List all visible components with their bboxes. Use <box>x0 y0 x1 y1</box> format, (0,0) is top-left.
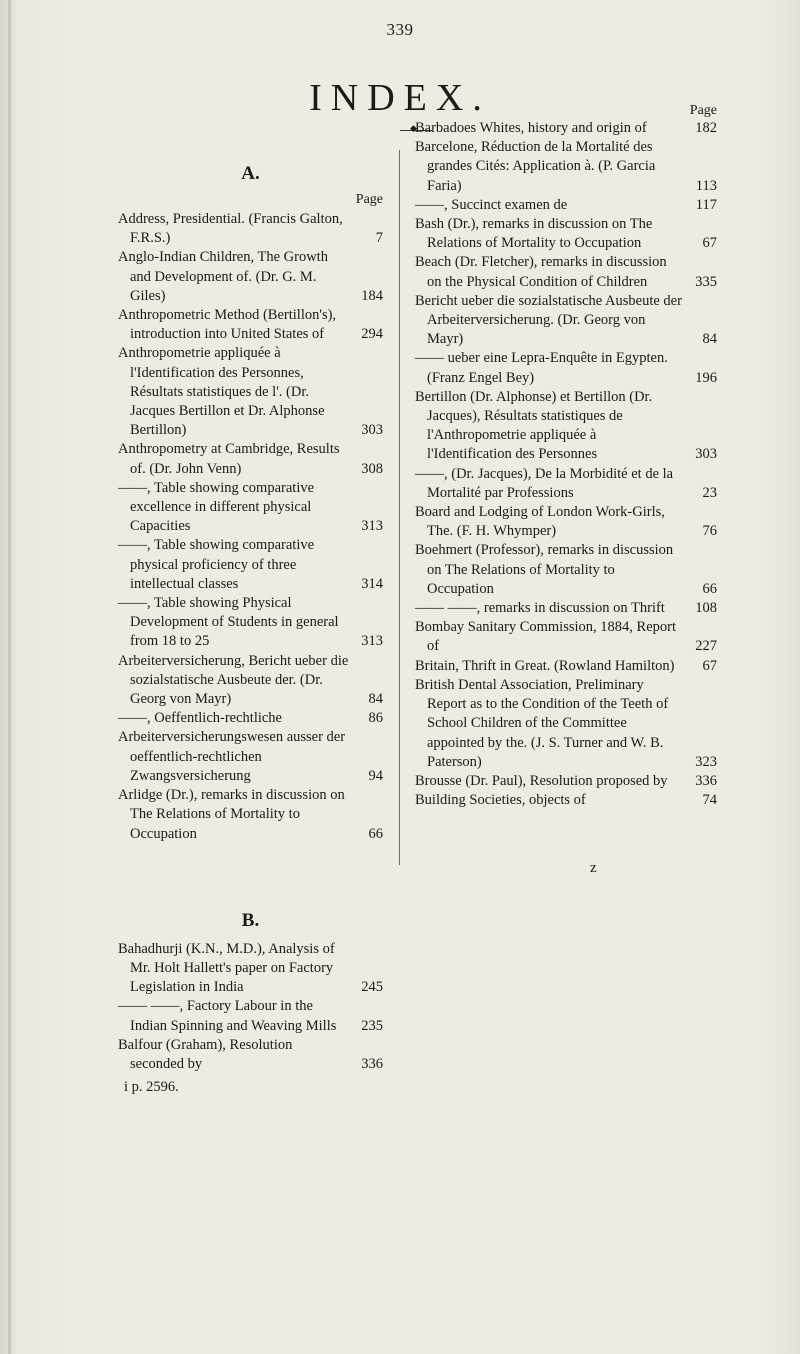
index-entry-page: 94 <box>368 767 383 784</box>
page-column-label: Page <box>355 192 383 207</box>
index-entry-page: 314 <box>361 575 383 592</box>
index-entry-page: 113 <box>695 177 717 194</box>
index-entry-text: British Dental Association, Preliminary Report as to the Condition of the Teeth of School Children of the Committee appointed by the. (J. S. Turner and W. B. Paterson) <box>415 676 669 770</box>
index-entry-text: ——, Table showing comparative excellence in different physical Capacities <box>118 479 315 535</box>
index-entry-text: Boehmert (Professor), remarks in discussion on The Relations of Mortality to Occupation <box>415 542 674 597</box>
index-entry-page: 182 <box>695 120 717 136</box>
index-entry-text: ——, Oeffentlich-rechtliche <box>118 710 282 727</box>
index-entry-text: Barbadoes Whites, history and origin of <box>415 120 647 136</box>
index-entry-page: 108 <box>695 600 717 617</box>
signature-mark: z <box>590 860 597 876</box>
index-entry-text: ——, Table showing comparative physical proficiency of three intellectual classes <box>118 537 315 592</box>
index-entry <box>118 940 383 998</box>
index-entry-text: Anthropometry at Cambridge, Results of. (Dr. John Venn) <box>118 441 340 477</box>
index-entry <box>415 215 717 253</box>
section-b-continued-entries <box>415 119 717 810</box>
index-entry-page: 245 <box>361 979 383 996</box>
index-entry-text: Brousse (Dr. Paul), Resolution proposed by <box>415 772 668 789</box>
right-column <box>415 104 717 810</box>
page-title: INDEX. <box>309 77 491 119</box>
section-b-entries <box>118 940 383 1074</box>
section-letter-b: B. <box>241 909 260 931</box>
index-entry-text: Bombay Sanitary Commission, 1884, Report of <box>415 619 676 655</box>
index-entry-text: Balfour (Graham), Resolution seconded by <box>118 1036 293 1072</box>
index-entry-page: 227 <box>695 638 717 655</box>
index-entry-text: Barcelone, Réduction de la Mortalité des grandes Cités: Application à. (P. Garcia Faria) <box>415 139 656 194</box>
section-letter-a: A. <box>241 163 260 184</box>
index-entry-page: 294 <box>361 326 383 343</box>
index-entry-page: 313 <box>361 633 383 650</box>
index-entry <box>415 772 717 791</box>
index-entry <box>118 1036 383 1074</box>
index-entry-page: 235 <box>361 1017 383 1034</box>
index-entry-text: —— ueber eine Lepra-Enquête in Egypten. (Franz Engel Bey) <box>415 350 668 386</box>
index-entry <box>118 210 383 248</box>
index-entry-text: ——, (Dr. Jacques), De la Morbidité et de la Mortalité par Professions <box>415 465 674 501</box>
index-entry <box>415 503 717 541</box>
index-entry-text: Building Societies, objects of <box>415 792 586 809</box>
index-entry-page: 84 <box>368 691 383 708</box>
index-entry <box>118 306 383 344</box>
index-entry <box>415 349 717 387</box>
index-entry <box>118 536 383 594</box>
index-entry-page: 76 <box>702 523 717 540</box>
index-entry <box>118 652 383 710</box>
index-entry-text: Bahadhurji (K.N., M.D.), Analysis of Mr. Holt Hallett's paper on Factory Legislation in India <box>118 940 335 996</box>
index-entry-page: 23 <box>702 484 717 501</box>
index-entry <box>415 138 717 196</box>
index-entry-page: 66 <box>368 825 383 842</box>
index-entry-page: 196 <box>695 369 717 386</box>
index-entry <box>415 292 717 350</box>
column-divider <box>399 150 400 865</box>
index-entry-page: 303 <box>695 446 717 463</box>
index-entry-text: Anthropometrie appliquée à l'Identification des Personnes, Résultats statistiques de l'. (Dr. Jacques Bertillon et Dr. Alphonse Bertillon) <box>118 345 325 439</box>
index-entry-text: Board and Lodging of London Work-Girls, The. (F. H. Whymper) <box>415 504 665 540</box>
index-entry <box>118 728 383 786</box>
index-entry <box>118 786 383 844</box>
index-entry-page: 84 <box>702 331 717 348</box>
index-entry-text: Anglo-Indian Children, The Growth and Development of. (Dr. G. M. Giles) <box>118 249 328 304</box>
index-entry <box>118 248 383 306</box>
index-entry-text: Arlidge (Dr.), remarks in discussion on The Relations of Mortality to Occupation <box>118 787 345 842</box>
section-a-entries <box>118 210 383 844</box>
index-entry-text: Britain, Thrift in Great. (Rowland Hamilton) <box>415 657 675 674</box>
index-entry <box>118 594 383 652</box>
index-entry <box>415 388 717 465</box>
book-spine-shadow <box>8 0 11 1354</box>
index-entry-page: 336 <box>361 1055 383 1072</box>
index-entry-page: 67 <box>702 235 717 252</box>
index-entry-text: —— ——, Factory Labour in the Indian Spinning and Weaving Mills <box>118 998 337 1034</box>
index-entry <box>118 344 383 440</box>
index-entry-page: 323 <box>695 753 717 770</box>
index-entry-page: 117 <box>695 196 717 213</box>
page-number: 339 <box>386 20 414 39</box>
index-entry <box>118 440 383 478</box>
index-entry <box>415 253 717 291</box>
index-entry-page: 66 <box>702 580 717 597</box>
footnote: i p. 2596. <box>124 1079 179 1096</box>
index-entry-page: 67 <box>702 657 717 674</box>
index-entry-text: Arbeiterversicherung, Bericht ueber die sozialstatische Ausbeute der. (Dr. Georg von Mayr) <box>118 652 349 708</box>
index-entry-text: Address, Presidential. (Francis Galton, F.R.S.) <box>118 211 343 247</box>
index-entry <box>118 997 383 1035</box>
index-entry <box>415 791 717 810</box>
index-entry <box>415 119 717 138</box>
index-entry-page: 184 <box>361 287 383 304</box>
index-entry <box>415 676 717 772</box>
index-entry-page: 336 <box>695 772 717 789</box>
index-entry <box>118 709 383 728</box>
index-entry <box>415 196 717 215</box>
index-entry <box>415 657 717 676</box>
index-entry-page: 313 <box>361 518 383 535</box>
index-entry-text: Anthropometric Method (Bertillon's), introduction into United States of <box>118 307 337 343</box>
index-entry-text: Bericht ueber die sozialstatische Ausbeute der Arbeiterversicherung. (Dr. Georg von Mayr) <box>415 292 682 348</box>
index-entry-page: 308 <box>361 460 383 477</box>
index-entry-text: ——, Succinct examen de <box>415 196 568 213</box>
index-entry-text: Beach (Dr. Fletcher), remarks in discussion on the Physical Condition of Children <box>415 254 667 290</box>
index-entry-text: ——, Table showing Physical Development of Students in general from 18 to 25 <box>118 595 339 650</box>
left-column <box>118 163 383 1097</box>
index-entry-text: Arbeiterversicherungswesen ausser der oeffentlich-rechtlichen Zwangsversicherung <box>118 729 346 784</box>
index-entry-text: Bertillon (Dr. Alphonse) et Bertillon (Dr. Jacques), Résultats statistiques de l'Anthropometrie appliquée à l'Identification des Personnes <box>415 388 653 463</box>
index-entry-text: —— ——, remarks in discussion on Thrift <box>415 600 665 617</box>
page-column-label-right: Page <box>689 103 717 118</box>
index-entry <box>415 599 717 618</box>
index-entry <box>415 541 717 599</box>
index-entry-page: 86 <box>368 710 383 727</box>
index-entry-page: 303 <box>361 422 383 439</box>
index-entry <box>415 618 717 656</box>
index-entry <box>415 465 717 503</box>
index-entry-page: 335 <box>695 273 717 290</box>
index-entry-page: 74 <box>702 792 717 809</box>
index-entry-text: Bash (Dr.), remarks in discussion on The Relations of Mortality to Occupation <box>415 216 653 252</box>
index-entry-page: 7 <box>375 230 383 247</box>
index-entry <box>118 479 383 537</box>
